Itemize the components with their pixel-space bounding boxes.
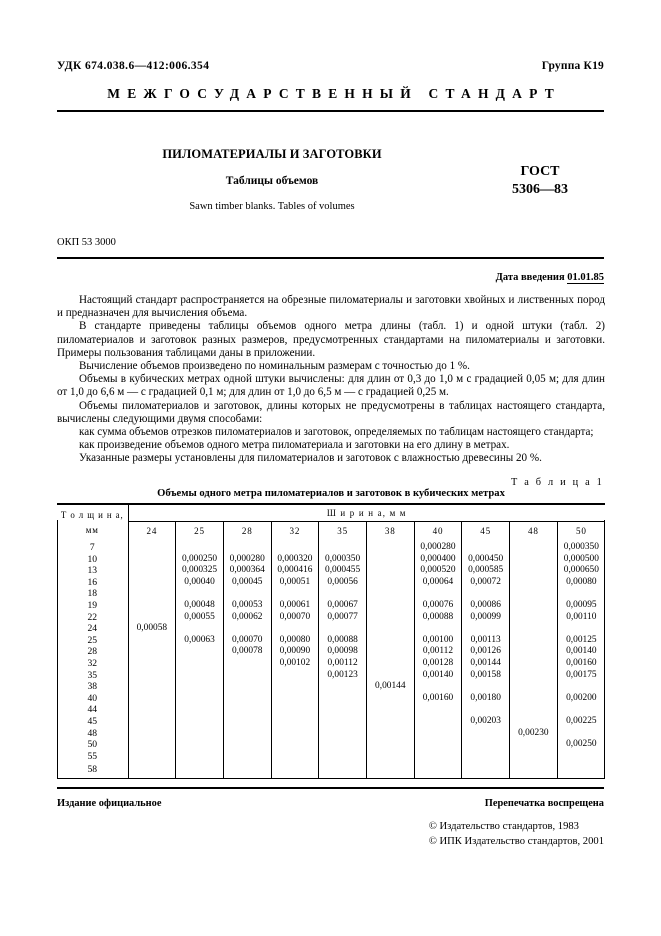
cell-volume: 0,000320 — [271, 554, 319, 566]
cell-volume — [414, 762, 462, 778]
cell-volume: 0,00160 — [414, 693, 462, 705]
cell-volume: 0,00072 — [462, 577, 510, 589]
cell-volume — [128, 600, 176, 612]
cell-volume — [319, 728, 367, 740]
table-row — [57, 751, 605, 763]
cell-volume — [557, 623, 605, 635]
cell-volume — [128, 565, 176, 577]
cell-volume — [510, 539, 558, 554]
cell-thickness: 44 — [57, 704, 128, 716]
cell-volume: 0,00126 — [462, 646, 510, 658]
cell-thickness: 25 — [57, 635, 128, 647]
cell-volume: 0,00063 — [176, 635, 224, 647]
cell-volume — [176, 588, 224, 600]
cell-thickness: 38 — [57, 681, 128, 693]
cell-volume — [128, 704, 176, 716]
cell-volume: 0,00048 — [176, 600, 224, 612]
table-left-border — [57, 520, 58, 778]
official-edition-note: Издание официальное — [57, 798, 162, 809]
cell-volume — [366, 716, 414, 728]
table-row — [57, 670, 605, 682]
cell-volume: 0,000650 — [563, 565, 599, 576]
cell-volume: 0,00158 — [462, 670, 510, 682]
cell-volume — [510, 600, 558, 612]
cell-volume — [510, 565, 558, 577]
cell-volume: 0,00058 — [128, 623, 176, 635]
cell-volume — [271, 716, 319, 728]
body-paragraph: как произведение объемов одного метра пиломатериала и заготовки на его длину в метрах. — [79, 439, 510, 452]
cell-volume: 0,00140 — [414, 670, 462, 682]
cell-volume — [176, 704, 224, 716]
cell-volume: 0,00100 — [414, 635, 462, 647]
cell-volume — [462, 728, 510, 740]
cell-volume: 0,00125 — [566, 634, 597, 645]
cell-volume — [510, 623, 558, 635]
cell-volume — [128, 728, 176, 740]
cell-thickness: 19 — [57, 600, 128, 612]
cell-volume: 0,00112 — [319, 658, 367, 670]
cell-volume — [510, 646, 558, 658]
cell-thickness: 28 — [57, 646, 128, 658]
table-row — [57, 600, 605, 612]
cell-volume: 0,00090 — [271, 646, 319, 658]
cell-volume — [462, 739, 510, 751]
cell-volume: 0,000250 — [176, 554, 224, 566]
cell-volume — [510, 635, 558, 647]
table-row — [57, 646, 605, 658]
table-row — [57, 623, 605, 635]
cell-volume: 0,00045 — [223, 577, 271, 589]
cell-volume — [510, 577, 558, 589]
cell-volume — [176, 623, 224, 635]
table-caption: Объемы одного метра пиломатериалов и заготовок в кубических метрах — [157, 488, 505, 499]
body-paragraph: Настоящий стандарт распространяется на обрезные пиломатериалы и заготовки хвойных и лиственных пород и предназначен для вычисления объема. — [57, 294, 605, 320]
cell-volume — [462, 539, 510, 554]
cell-volume: 0,00099 — [462, 612, 510, 624]
cell-volume — [176, 670, 224, 682]
cell-volume: 0,00055 — [176, 612, 224, 624]
cell-volume — [414, 623, 462, 635]
cell-volume: 0,00078 — [223, 646, 271, 658]
table-row — [57, 762, 605, 778]
cell-volume: 0,00140 — [566, 646, 597, 657]
table-row — [57, 681, 605, 693]
cell-volume — [176, 739, 224, 751]
cell-thickness: 22 — [57, 612, 128, 624]
cell-thickness: 48 — [57, 728, 128, 740]
reprint-prohibited-note: Перепечатка воспрещена — [484, 798, 604, 809]
cell-volume: 0,00203 — [462, 716, 510, 728]
cell-volume — [223, 670, 271, 682]
table-row — [57, 728, 605, 740]
cell-volume — [510, 762, 558, 778]
cell-volume — [319, 704, 367, 716]
gost-number: 5306—83 — [512, 181, 568, 197]
cell-thickness: 13 — [57, 565, 128, 577]
cell-volume — [414, 751, 462, 763]
cell-volume — [176, 728, 224, 740]
cell-volume: 0,000520 — [414, 565, 462, 577]
cell-volume: 0,00061 — [271, 600, 319, 612]
cell-volume — [271, 728, 319, 740]
table-bottom-rule — [57, 778, 605, 779]
cell-volume — [462, 762, 510, 778]
cell-volume: 0,00128 — [414, 658, 462, 670]
cell-thickness: 32 — [57, 658, 128, 670]
cell-volume — [414, 704, 462, 716]
cell-volume — [366, 739, 414, 751]
cell-volume — [366, 693, 414, 705]
cell-volume — [128, 612, 176, 624]
cell-volume — [557, 728, 605, 740]
table-row — [57, 588, 605, 600]
cell-volume: 0,00225 — [566, 715, 597, 726]
okp-code: ОКП 53 3000 — [57, 237, 116, 248]
copyright-line: © Издательство стандартов, 1983 — [428, 821, 579, 832]
cell-volume: 0,000280 — [414, 539, 462, 554]
cell-volume: 0,00067 — [319, 600, 367, 612]
cell-volume — [366, 670, 414, 682]
standard-banner: МЕЖГОСУДАРСТВЕННЫЙ СТАНДАРТ — [107, 86, 561, 101]
cell-volume — [223, 588, 271, 600]
body-paragraph: Указанные размеры установлены для пиломатериалов и заготовок с влажностью древесины 20 %. — [79, 452, 542, 465]
cell-volume: 0,00077 — [319, 612, 367, 624]
cell-volume — [414, 739, 462, 751]
cell-volume — [176, 681, 224, 693]
width-column-header-28: 28 — [223, 522, 271, 540]
cell-volume: 0,00200 — [566, 692, 597, 703]
cell-volume — [414, 716, 462, 728]
width-column-header-48: 48 — [510, 522, 558, 540]
cell-volume — [557, 762, 605, 778]
cell-volume — [366, 762, 414, 778]
introduction-date-label: Дата введения — [495, 272, 565, 283]
cell-volume: 0,00086 — [462, 600, 510, 612]
cell-volume: 0,000400 — [414, 554, 462, 566]
cell-volume: 0,000280 — [223, 554, 271, 566]
table-row — [57, 716, 605, 728]
table-header-row-width — [57, 504, 605, 522]
width-column-header-32: 32 — [271, 522, 319, 540]
cell-volume: 0,00250 — [566, 739, 597, 750]
cell-volume — [366, 646, 414, 658]
cell-volume — [128, 681, 176, 693]
body-paragraph: как сумма объемов отрезков пиломатериалов и заготовок, определяемых по таблицам настоящего стандарта; — [79, 426, 594, 439]
cell-volume — [557, 704, 605, 716]
cell-volume — [366, 600, 414, 612]
cell-volume — [510, 716, 558, 728]
cell-volume — [128, 554, 176, 566]
cell-volume: 0,00230 — [510, 728, 558, 740]
table-row — [57, 693, 605, 705]
cell-volume — [128, 658, 176, 670]
cell-volume — [462, 588, 510, 600]
cell-thickness: 45 — [57, 716, 128, 728]
cell-volume — [319, 716, 367, 728]
cell-volume — [557, 751, 605, 763]
cell-volume — [366, 623, 414, 635]
cell-volume — [462, 681, 510, 693]
cell-volume: 0,00102 — [271, 658, 319, 670]
cell-volume — [271, 704, 319, 716]
cell-volume: 0,00088 — [414, 612, 462, 624]
cell-volume: 0,00110 — [566, 611, 597, 622]
introduction-date — [496, 272, 604, 283]
cell-volume — [223, 762, 271, 778]
cell-volume — [176, 716, 224, 728]
cell-volume — [319, 588, 367, 600]
cell-volume — [128, 751, 176, 763]
cell-volume: 0,00098 — [319, 646, 367, 658]
cell-volume — [366, 577, 414, 589]
cell-volume — [319, 693, 367, 705]
udk-code: УДК 674.038.6—412:006.354 — [57, 60, 210, 72]
body-paragraph: Объемы пиломатериалов и заготовок, длины которых не предусмотрены в таблицах настоящего стандарта, вычислены следующими двумя способами: — [57, 399, 605, 425]
cell-volume — [176, 646, 224, 658]
table-row — [57, 635, 605, 647]
cell-volume: 0,00070 — [223, 635, 271, 647]
cell-volume — [366, 658, 414, 670]
cell-volume: 0,00112 — [414, 646, 462, 658]
cell-volume — [176, 658, 224, 670]
cell-volume — [366, 565, 414, 577]
cell-volume — [271, 588, 319, 600]
cell-volume — [510, 588, 558, 600]
cell-volume — [223, 693, 271, 705]
cell-volume — [271, 693, 319, 705]
cell-volume: 0,000416 — [271, 565, 319, 577]
width-column-header-40: 40 — [414, 522, 462, 540]
cell-volume: 0,00144 — [366, 681, 414, 693]
udk-row — [57, 60, 604, 72]
body-paragraph: В стандарте приведены таблицы объемов одного метра длины (табл. 1) и одной штуки (табл. 2) пиломатериалов и заготовок разных размеров, предусмотренных стандартами на пиломатериалы и заготовки. Примеры пользования таблицами даны в приложении. — [57, 320, 605, 359]
table-row — [57, 565, 605, 577]
cell-volume: 0,00080 — [566, 576, 597, 587]
cell-volume — [128, 539, 176, 554]
cell-volume — [271, 539, 319, 554]
gost-designation — [470, 163, 610, 198]
table-row — [57, 658, 605, 670]
cell-volume — [366, 704, 414, 716]
cell-volume — [223, 623, 271, 635]
cell-volume: 0,00123 — [319, 670, 367, 682]
cell-thickness: 10 — [57, 554, 128, 566]
table-number: Т а б л и ц а 1 — [511, 477, 604, 488]
cell-volume: 0,00144 — [462, 658, 510, 670]
cell-volume — [366, 751, 414, 763]
cell-volume: 0,00088 — [319, 635, 367, 647]
cell-volume — [510, 554, 558, 566]
cell-volume — [223, 716, 271, 728]
width-column-header-38: 38 — [366, 522, 414, 540]
footer-row — [57, 798, 604, 809]
cell-volume — [223, 681, 271, 693]
cell-volume: 0,00056 — [319, 577, 367, 589]
width-column-header-45: 45 — [462, 522, 510, 540]
cell-volume: 0,000500 — [563, 553, 599, 564]
cell-volume — [510, 670, 558, 682]
cell-volume — [128, 588, 176, 600]
cell-thickness: 7 — [57, 539, 128, 554]
cell-volume — [223, 728, 271, 740]
width-column-header-25: 25 — [176, 522, 224, 540]
cell-volume — [271, 751, 319, 763]
cell-volume: 0,000364 — [223, 565, 271, 577]
body-paragraph: Вычисление объемов произведено по номинальным размерам с точностью до 1 %. — [79, 360, 470, 373]
width-column-header-24: 24 — [128, 522, 176, 540]
cell-volume — [414, 588, 462, 600]
cell-volume: 0,00040 — [176, 577, 224, 589]
cell-volume: 0,000325 — [176, 565, 224, 577]
thickness-header-line2: мм — [85, 525, 99, 535]
copyright-block — [429, 819, 604, 849]
table-row — [57, 539, 605, 554]
cell-volume — [128, 693, 176, 705]
cell-volume — [319, 751, 367, 763]
cell-volume — [366, 635, 414, 647]
cell-volume: 0,00180 — [462, 693, 510, 705]
cell-volume — [223, 658, 271, 670]
table-body — [57, 539, 605, 778]
volumes-table — [57, 503, 605, 778]
cell-volume: 0,000450 — [462, 554, 510, 566]
body-paragraph: Объемы в кубических метрах одной штуки вычислены: для длин от 0,3 до 1,0 м с градацией 0,05 м; для длин от 1,0 до 6,6 м — с градацией 0,1 м; для длин от 1,0 до 6,5 м — с градацией 0,25 м. — [57, 373, 605, 399]
cell-volume — [271, 681, 319, 693]
width-column-header-50: 50 — [575, 525, 587, 536]
cell-volume: 0,000455 — [319, 565, 367, 577]
table-header-row-columns — [57, 522, 605, 540]
cell-volume — [319, 739, 367, 751]
cell-volume: 0,00070 — [271, 612, 319, 624]
cell-thickness: 58 — [57, 762, 128, 778]
header-divider-rule — [57, 110, 604, 112]
table-row — [57, 577, 605, 589]
cell-volume — [223, 739, 271, 751]
cell-volume — [128, 635, 176, 647]
cell-thickness: 16 — [57, 577, 128, 589]
footer-divider-rule — [57, 787, 604, 789]
cell-volume — [510, 704, 558, 716]
cell-volume — [462, 623, 510, 635]
cell-thickness: 35 — [57, 670, 128, 682]
cell-thickness: 55 — [57, 751, 128, 763]
group-code: Группа К19 — [541, 60, 604, 72]
cell-volume: 0,00160 — [566, 657, 597, 668]
thickness-column-header — [57, 504, 128, 539]
body-text — [57, 294, 605, 466]
document-title-english: Sawn timber blanks. Tables of volumes — [189, 201, 355, 212]
cell-volume: 0,00080 — [271, 635, 319, 647]
cell-volume — [271, 670, 319, 682]
cell-volume — [128, 762, 176, 778]
cell-volume — [510, 739, 558, 751]
cell-volume — [176, 762, 224, 778]
table-head — [57, 504, 605, 539]
cell-volume — [319, 762, 367, 778]
table-row — [57, 704, 605, 716]
cell-thickness: 24 — [57, 623, 128, 635]
cell-volume — [128, 739, 176, 751]
cell-volume — [414, 681, 462, 693]
cell-volume — [176, 693, 224, 705]
cell-volume: 0,000350 — [319, 554, 367, 566]
cell-volume — [271, 739, 319, 751]
cell-volume: 0,00095 — [566, 599, 597, 610]
cell-volume — [510, 751, 558, 763]
thickness-header-line1: Т о л щ и н а, — [60, 510, 124, 520]
copyright-line: © ИПК Издательство стандартов, 2001 — [428, 836, 604, 847]
cell-volume — [223, 539, 271, 554]
cell-volume: 0,000350 — [563, 542, 599, 552]
cell-volume — [510, 658, 558, 670]
cell-volume — [176, 751, 224, 763]
cell-volume — [319, 681, 367, 693]
cell-volume — [319, 623, 367, 635]
cell-volume: 0,00175 — [566, 669, 597, 680]
cell-volume — [271, 762, 319, 778]
cell-volume — [128, 577, 176, 589]
table-right-border — [604, 520, 605, 778]
cell-volume: 0,00076 — [414, 600, 462, 612]
table-row — [57, 612, 605, 624]
width-group-header: Ш и р и н а, м м — [128, 504, 605, 522]
cell-volume — [128, 670, 176, 682]
cell-volume — [366, 539, 414, 554]
cell-thickness: 50 — [57, 739, 128, 751]
width-column-header-35: 35 — [319, 522, 367, 540]
cell-volume — [223, 751, 271, 763]
cell-volume: 0,00053 — [223, 600, 271, 612]
cell-volume — [510, 681, 558, 693]
cell-volume — [414, 728, 462, 740]
document-title: ПИЛОМАТЕРИАЛЫ И ЗАГОТОВКИ — [162, 147, 382, 161]
cell-volume — [176, 539, 224, 554]
cell-volume — [128, 646, 176, 658]
cell-volume — [271, 623, 319, 635]
gost-label: ГОСТ — [520, 164, 560, 179]
cell-volume — [510, 693, 558, 705]
cell-volume — [557, 681, 605, 693]
table-row — [57, 554, 605, 566]
cell-thickness: 40 — [57, 693, 128, 705]
cell-volume — [366, 554, 414, 566]
cell-volume — [319, 539, 367, 554]
cell-volume: 0,00064 — [414, 577, 462, 589]
cell-volume: 0,00051 — [271, 577, 319, 589]
cell-volume — [462, 751, 510, 763]
cell-thickness: 18 — [57, 588, 128, 600]
cell-volume: 0,00113 — [462, 635, 510, 647]
cell-volume — [366, 588, 414, 600]
cell-volume — [557, 588, 605, 600]
introduction-date-value: 01.01.85 — [567, 272, 604, 283]
cell-volume — [462, 704, 510, 716]
cell-volume — [366, 612, 414, 624]
cell-volume: 0,000585 — [462, 565, 510, 577]
document-subtitle: Таблицы объемов — [225, 175, 319, 187]
cell-volume: 0,00062 — [223, 612, 271, 624]
cell-volume — [510, 612, 558, 624]
cell-volume — [128, 716, 176, 728]
table-row — [57, 739, 605, 751]
cell-volume — [366, 728, 414, 740]
okp-divider-rule — [57, 257, 604, 259]
cell-volume — [223, 704, 271, 716]
